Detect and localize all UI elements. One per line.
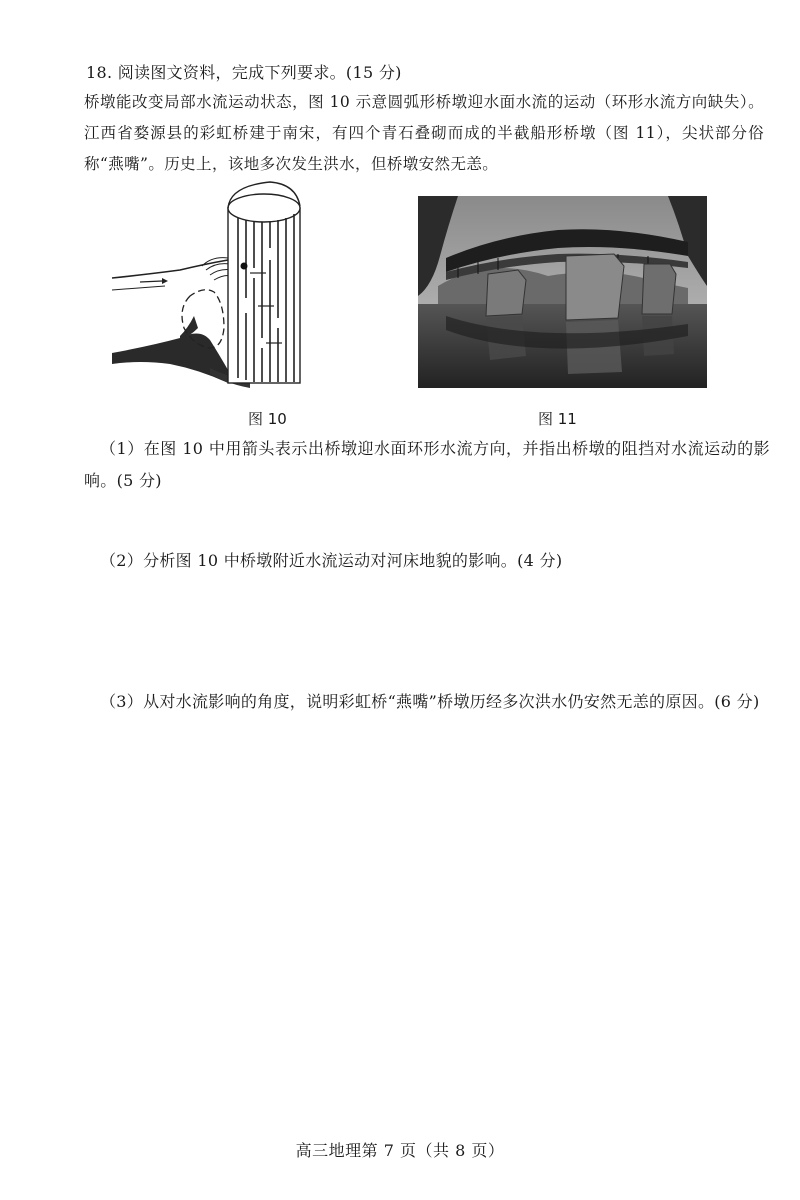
- question-intro: 桥墩能改变局部水流运动状态，图 10 示意圆弧形桥墩迎水面水流的运动（环形水流方向缺失）。江西省婺源县的彩虹桥建于南宋，有四个青石叠砌而成的半截船形桥墩（图 11），尖状部分俗称“燕嘴”。历史上，该地多次发生洪水，但桥墩安然无恙。: [84, 93, 764, 173]
- sub-question-1: （1）在图 10 中用箭头表示出桥墩迎水面环形水流方向，并指出桥墩的阻挡对水流运动的影响。(5 分): [84, 439, 770, 490]
- figure-10-pier-diagram: [110, 178, 325, 393]
- figure-10-caption: 图 10: [248, 410, 287, 428]
- figure-11-rainbow-bridge-photo: [418, 196, 707, 388]
- page-footer: 高三地理第 7 页（共 8 页）: [295, 1141, 505, 1160]
- question-title: 18. 阅读图文资料，完成下列要求。(15 分): [86, 63, 402, 82]
- figure-11-caption: 图 11: [538, 410, 577, 428]
- sub-question-2: （2）分析图 10 中桥墩附近水流运动对河床地貌的影响。(4 分): [100, 551, 563, 570]
- sub-question-3: （3）从对水流影响的角度，说明彩虹桥“燕嘴”桥墩历经多次洪水仍安然无恙的原因。(6 分): [100, 692, 760, 711]
